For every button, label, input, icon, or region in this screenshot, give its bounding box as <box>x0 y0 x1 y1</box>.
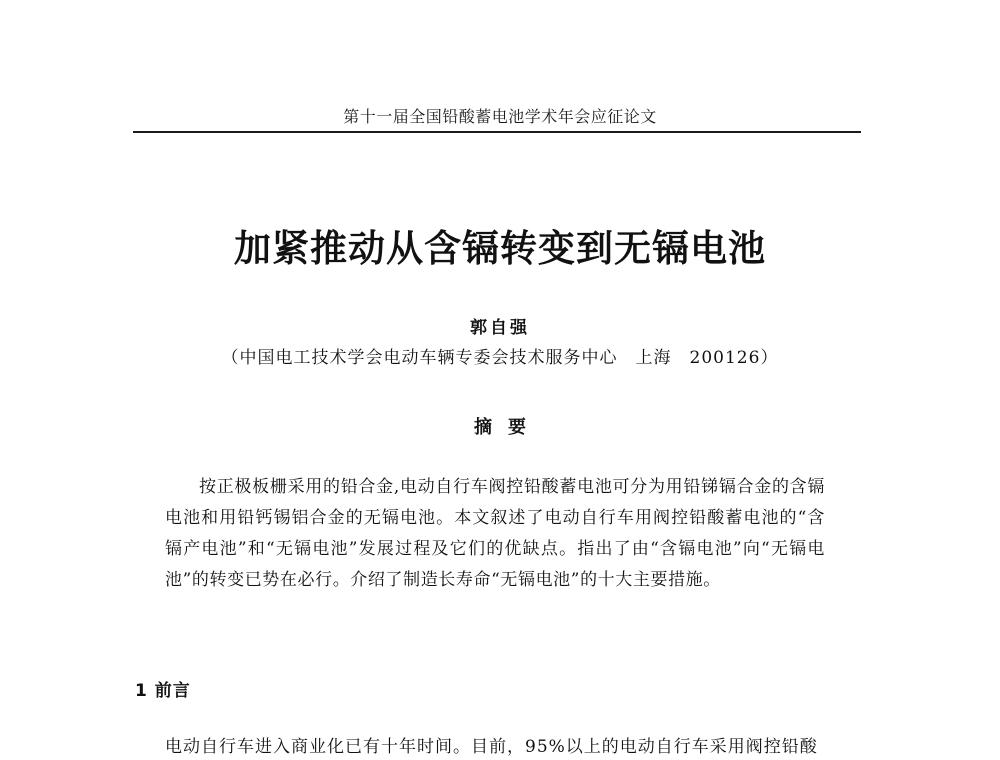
paper-title: 加紧推动从含镉转变到无镉电池 <box>234 227 766 270</box>
author-affiliation: （中国电工技术学会电动车辆专委会技术服务中心 上海 200126） <box>221 348 779 368</box>
author-name: 郭自强 <box>470 318 530 338</box>
section-heading-introduction: 1 前言 <box>135 681 191 701</box>
abstract-body: 按正极板栅采用的铅合金,电动自行车阀控铅酸蓄电池可分为用铅锑镉合金的含镉电池和用铅钙锡铝合金的无镉电池。本文叙述了电动自行车用阀控铅酸蓄电池的“含镉产电池”和“无镉电池”发展过程及它们的优缺点。指出了由“含镉电池”向“无镉电池”的转变已势在必行。介绍了制造长寿命“无镉电池”的十大主要措施。 <box>165 477 825 590</box>
running-header: 第十一届全国铅酸蓄电池学术年会应征论文 <box>343 107 657 126</box>
body-paragraph: 电动自行车进入商业化已有十年时间。目前，95%以上的电动自行车采用阀控铅酸 <box>165 737 818 757</box>
abstract-heading: 摘要 <box>474 417 542 438</box>
header-rule <box>133 131 861 133</box>
